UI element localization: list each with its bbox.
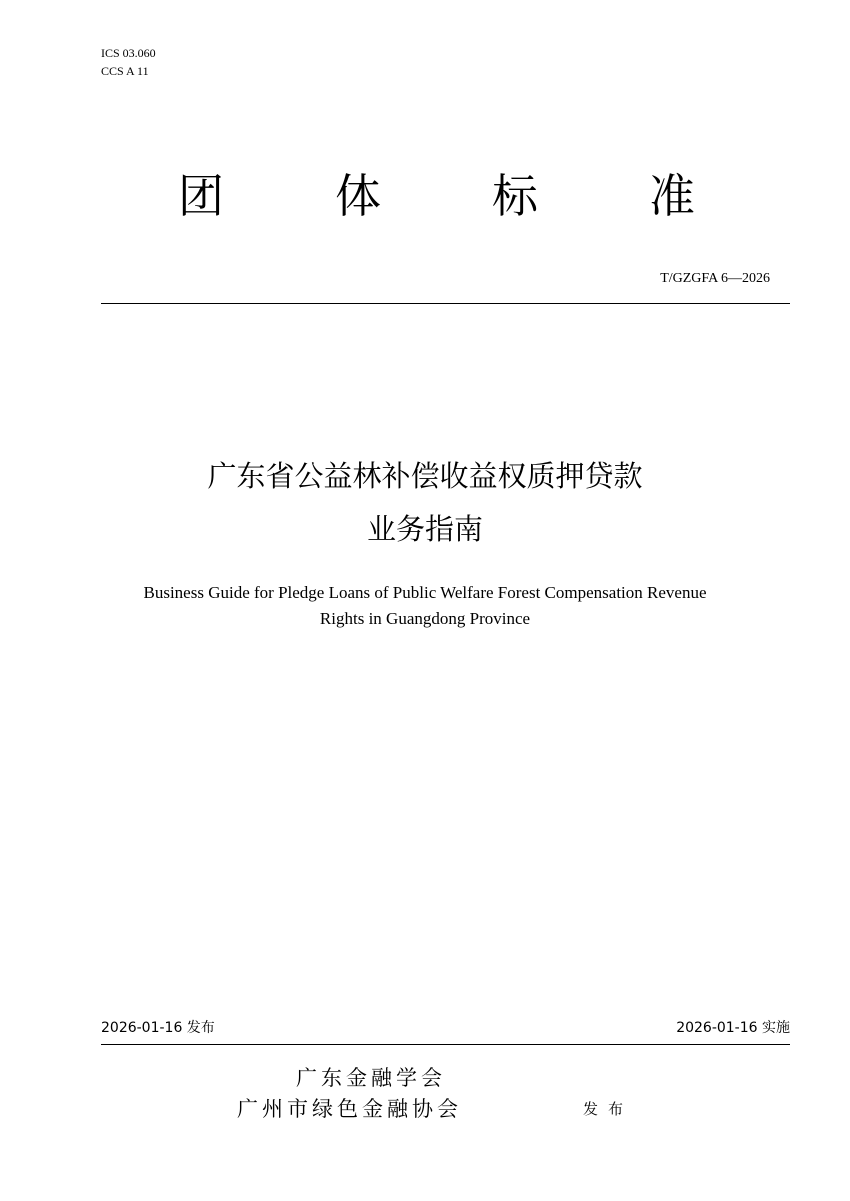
title-cn-line-2: 业务指南 xyxy=(366,512,483,546)
publish-label: 发布 xyxy=(583,1100,634,1118)
standard-number: T/GZGFA 6—2026 xyxy=(660,271,770,286)
title-en xyxy=(75,580,775,632)
classification-codes xyxy=(101,44,156,80)
title-cn-line-1: 广东省公益林补偿收益权质押贷款 xyxy=(207,459,643,493)
standard-type-char-1: 团 xyxy=(178,169,224,223)
ics-code: ICS 03.060 xyxy=(101,46,156,60)
title-en-line-1: Business Guide for Pledge Loans of Public Welfare Forest Compensation Revenue xyxy=(143,583,707,602)
ccs-code: CCS A 11 xyxy=(101,64,149,78)
standard-type-char-2: 体 xyxy=(335,169,381,223)
standard-type-char-3: 标 xyxy=(492,169,538,223)
publisher-1: 广东金融学会 xyxy=(296,1066,446,1090)
publisher-2: 广州市绿色金融协会 xyxy=(237,1097,462,1121)
footer-divider xyxy=(101,1044,790,1045)
header-divider xyxy=(101,303,790,304)
standard-type-char-4: 准 xyxy=(649,169,695,223)
title-en-line-2: Rights in Guangdong Province xyxy=(319,609,531,628)
implementation-date: 2026-01-16 实施 xyxy=(676,1020,790,1036)
issue-date: 2026-01-16 发布 xyxy=(101,1020,215,1036)
